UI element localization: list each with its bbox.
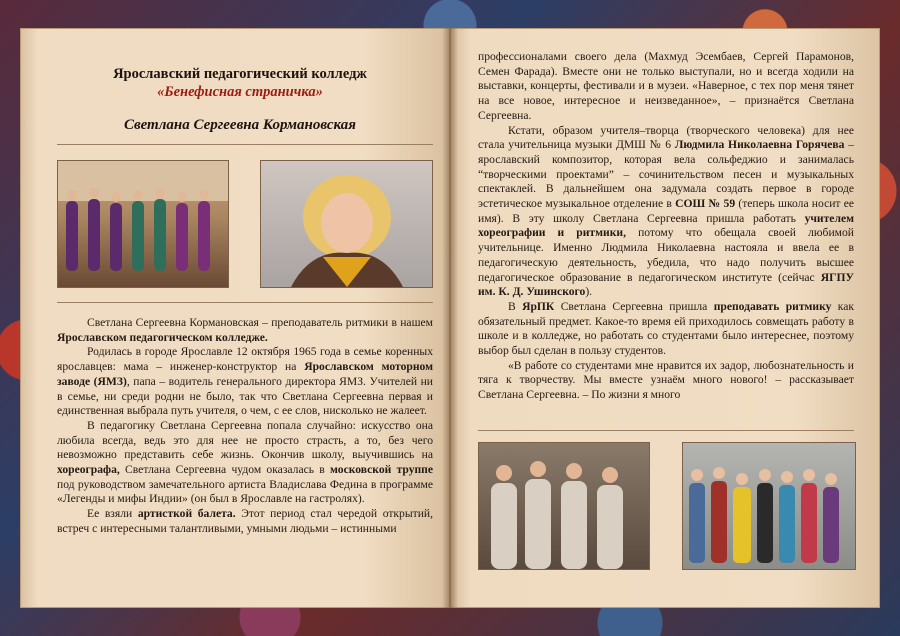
open-book <box>20 28 880 608</box>
right-photos-divider <box>478 430 854 431</box>
photo-dance-group <box>57 160 229 288</box>
college-title: Ярославский педагогический колледж <box>113 66 367 82</box>
paragraph-1: Светлана Сергеевна Кормановская – преподаватель ритмики в нашем Ярославском педагогическом колледже. <box>57 316 433 344</box>
person-name: Светлана Сергеевна Кормановская <box>124 117 356 133</box>
paragraph-2: Родилась в городе Ярославле 12 октября 1965 года в семье коренных ярославцев: мама – инженер-конструктор на Ярославском моторном заводе (ЯМЗ), папа – водитель генерального директора ЯМЗ. Учителей ни в семье, ни среди родни не было, так что Светлана Сергеевна первая и единственная выбрала путь учителя, о чем, с ее слов, нисколько не жалеет. <box>57 345 433 418</box>
right-column-text <box>478 50 854 403</box>
paragraph-4: Ее взяли артисткой балета. Этот период стал чередой открытий, встреч с интересными талантливыми, умными людьми – истинными <box>57 507 434 535</box>
left-column-text <box>57 316 433 537</box>
photo-costume-group <box>478 442 650 570</box>
photos-divider <box>57 302 433 303</box>
header-divider <box>57 144 433 145</box>
paragraph-3: В педагогику Светлана Сергеевна попала случайно: искусство она любила всегда, ведь это для нее не просто страсть, а то, без чего невозможно представить себе жизнь. Окончив школу, выучившись на хореографа, Светлана Сергеевна чудом оказалась в московской труппе под руководством замечательного артиста Владислава Федина в программе «Легенды и мифы Индии» (он был в Ярославле на гастролях). <box>57 418 434 506</box>
paragraph-6: Кстати, образом учителя–творца (творческого человека) для нее стала учительница музыки ДМШ № 6 Людмила Николаевна Горячева – ярославский композитор, которая вела сольфеджио и занималась “творческими проектами” – сочинительством песен и музыкальных спектаклей. В дальнейшем она задумала создать первое в городе эстетическое музыкальное отделение в СОШ № 59 (теперь школа носит ее имя). В эту школу Светлана Сергеевна пришла работать учителем хореографии и ритмики, потому что обещала своей любимой учительнице. Именно Людмила Николаевна настояла и ввела ее в педагогическую деятельность, убедила, что надо получить высшее педагогическое образование в педагогическом институте (сейчас ЯГПУ им. К. Д. Ушинского). <box>478 123 854 299</box>
photo-portrait <box>260 160 433 288</box>
paragraph-8: «В работе со студентами мне нравится их задор, любознательность и тяга к творчеству. Мы вместе узнаём много нового! – рассказывает Светлана Сергеевна. – По жизни я много <box>478 358 854 402</box>
book-spine <box>442 28 458 608</box>
paragraph-7: В ЯрПК Светлана Сергеевна пришла преподавать ритмику как обязательный предмет. Какое-то время ей приходилось совмещать работу в школе и в колледже, но работать со студентами было интереснее, поэтому выбор был сделан в пользу студентов. <box>478 299 855 358</box>
paragraph-5: профессионалами своего дела (Махмуд Эсембаев, Сергей Парамонов, Семен Фарада). Вместе они не только выступали, но и всегда ходили на выставки, концерты, фестивали и в музеи. «Наверное, с тех пор меня тянет на все новое, интересное и неизведанное», – признаётся Светлана Сергеевна. <box>478 50 854 122</box>
photo-students-group <box>682 442 856 570</box>
series-title: «Бенефисная страничка» <box>157 84 323 100</box>
